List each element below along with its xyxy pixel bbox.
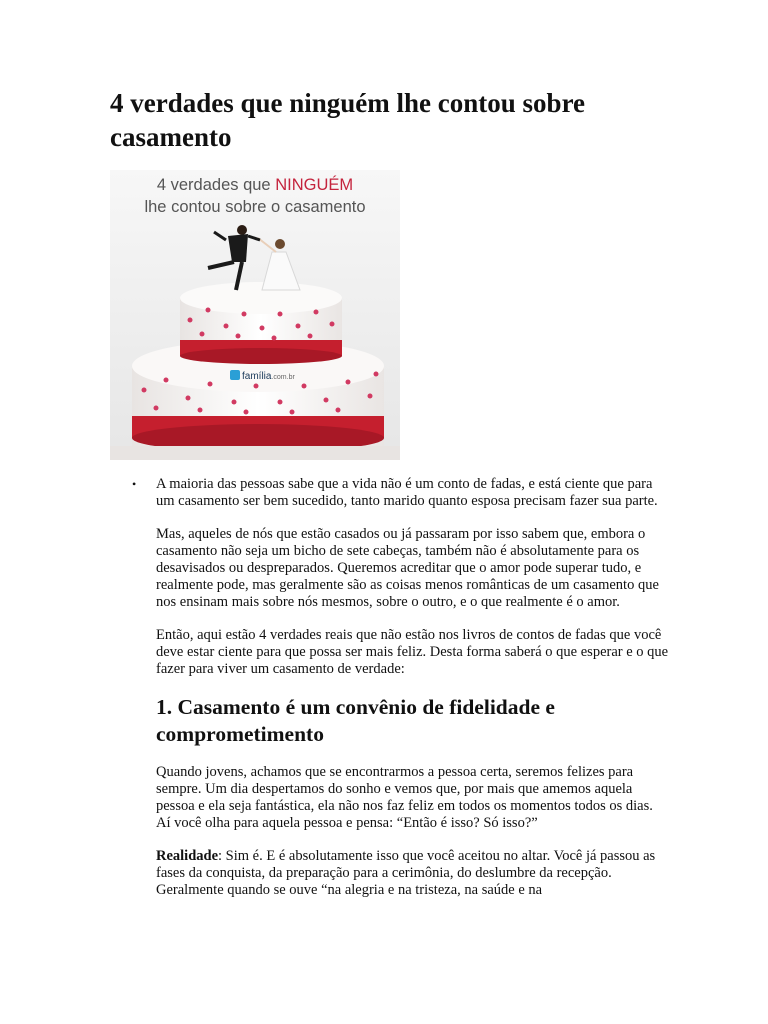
image-caption-line1: 4 verdades que — [156, 176, 276, 194]
article-title: 4 verdades que ninguém lhe contou sobre casamento — [110, 88, 586, 152]
section-heading-1: 1. Casamento é um convênio de fidelidade e comprometimento — [156, 695, 555, 746]
house-icon — [230, 370, 240, 380]
reality-text: : Sim é. E é absolutamente isso que você aceitou no altar. Você já passou as fases da conquista, da preparação para a cerimônia, do deslumbre da recepção. Geralmente quando se ouve “na alegria e na tristeza, na saúde e na — [156, 848, 656, 898]
article-body — [110, 476, 670, 915]
brand-name: família — [242, 371, 272, 382]
reality-label: Realidade — [156, 848, 219, 864]
paragraph-1: A maioria das pessoas sabe que a vida não é um conto de fadas, e está ciente que para um casamento ser bem sucedido, tanto marido quanto esposa precisam fazer sua parte. — [156, 476, 658, 509]
list-item — [110, 476, 670, 899]
cake-topper-image — [110, 170, 400, 460]
paragraph-3: Então, aqui estão 4 verdades reais que não estão nos livros de contos de fadas que você deve estar ciente para que possa ser mais feliz. Desta forma saberá o que esperar e o que fazer para viver um casamento de verdade: — [156, 627, 669, 677]
reality-paragraph — [156, 848, 670, 899]
paragraph-2: Mas, aqueles de nós que estão casados ou já passaram por isso sabem que, embora o casamento não seja um bicho de sete cabeças, também não é absolutamente para os desavisados ou despreparados. Queremos acreditar que o amor pode superar tudo, e realmente pode, mas geralmente são as coisas menos românticas de um casamento que nos ensinam mais sobre nós mesmos, sobre o outro, e o que realmente é o amor. — [156, 526, 659, 610]
bullet-icon: • — [132, 477, 137, 491]
image-caption-highlight: NINGUÉM — [275, 176, 354, 194]
brand-logo — [230, 370, 295, 382]
image-caption — [110, 174, 400, 218]
section-1-paragraph: Quando jovens, achamos que se encontrarmos a pessoa certa, seremos felizes para sempre. Um dia despertamos do sonho e vemos que, por mais que amemos aquela pessoa e ela seja fantástica, ela não nos faz feliz em todos os momentos todos os dias. Aí você olha para aquela pessoa e pensa: “Então é isso? Só isso?” — [156, 764, 653, 831]
brand-suffix: .com.br — [271, 374, 295, 381]
image-caption-line2: lhe contou sobre o casamento — [144, 198, 366, 216]
